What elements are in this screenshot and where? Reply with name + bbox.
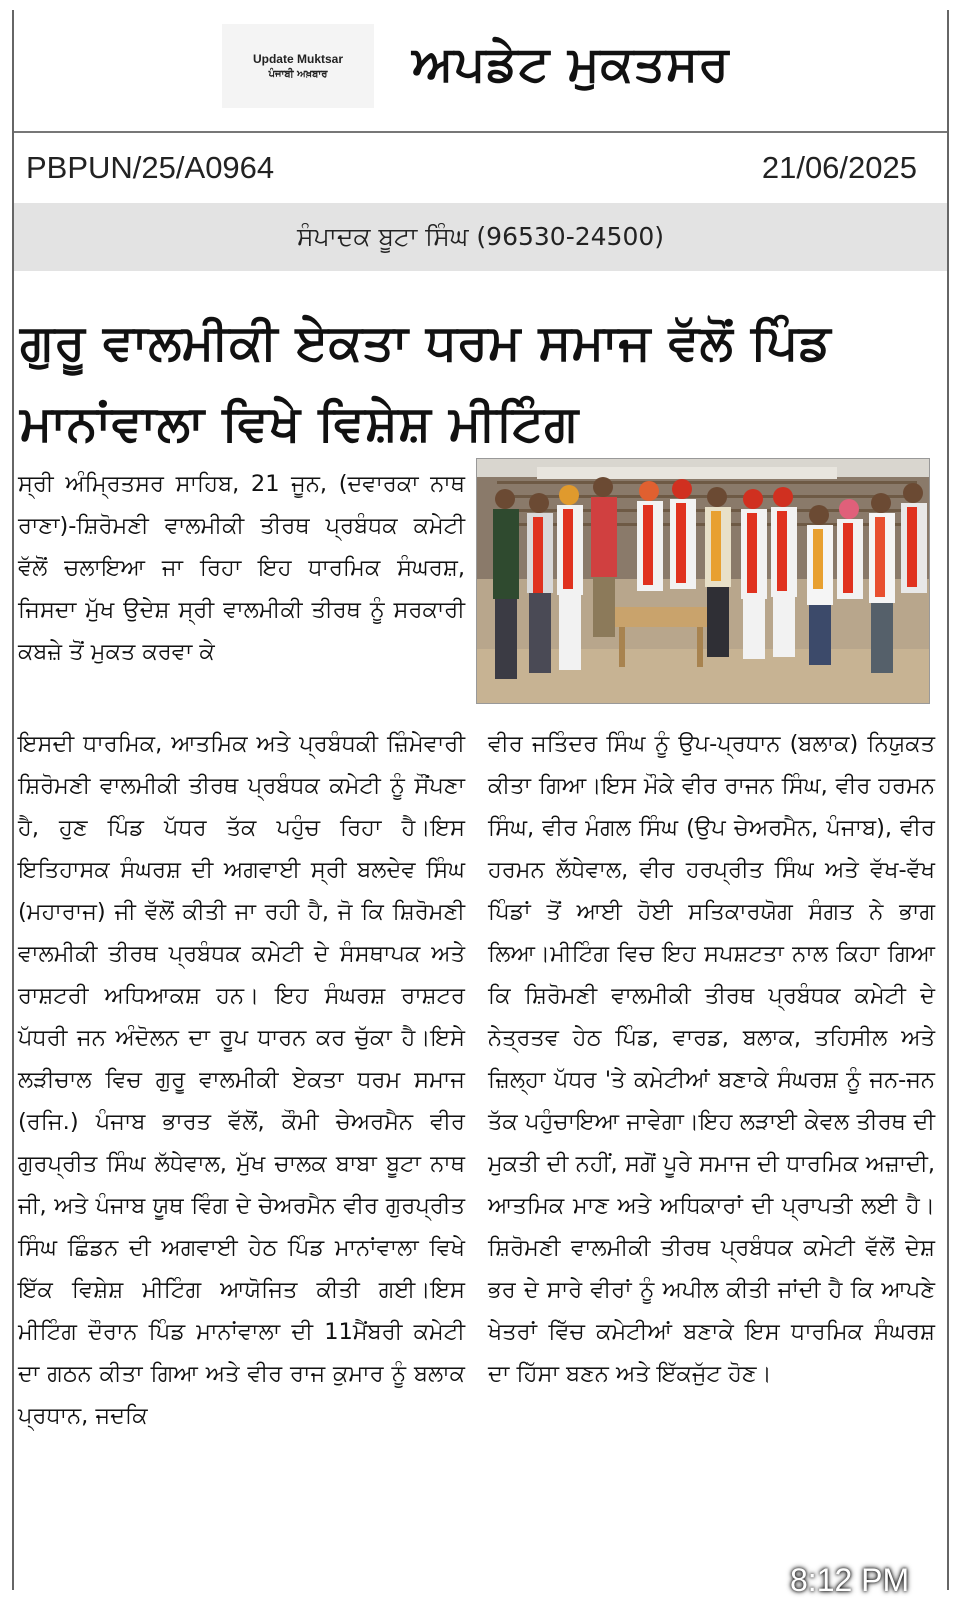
issue-date: 21/06/2025 — [761, 150, 917, 185]
editor-bar — [14, 203, 947, 271]
group-photo — [476, 458, 930, 704]
article-headline: ਗੁਰੂ ਵਾਲਮੀਕੀ ਏਕਤਾ ਧਰਮ ਸਮਾਜ ਵੱਲੋਂ ਪਿੰਡ ਮਾਨਾਂਵਾਲਾ ਵਿਖੇ ਵਿਸ਼ੇਸ਼ ਮੀਟਿੰਗ — [20, 314, 832, 452]
article-column-left: ਇਸਦੀ ਧਾਰਮਿਕ, ਆਤਮਿਕ ਅਤੇ ਪ੍ਰਬੰਧਕੀ ਜ਼ਿੰਮੇਵਾਰੀ ਸ਼ਿਰੋਮਣੀ ਵਾਲਮੀਕੀ ਤੀਰਥ ਪ੍ਰਬੰਧਕ ਕਮੇਟੀ ਨੂੰ ਸੌਂਪਣਾ ਹੈ, ਹੁਣ ਪਿੰਡ ਪੱਧਰ ਤੱਕ ਪਹੁੰਚ ਰਿਹਾ ਹੈ।ਇਸ ਇਤਿਹਾਸਕ ਸੰਘਰਸ਼ ਦੀ ਅਗਵਾਈ ਸ੍ਰੀ ਬਲਦੇਵ ਸਿੰਘ (ਮਹਾਰਾਜ) ਜੀ ਵੱਲੋਂ ਕੀਤੀ ਜਾ ਰਹੀ ਹੈ, ਜੋ ਕਿ ਸ਼ਿਰੋਮਣੀ ਵਾਲਮੀਕੀ ਤੀਰਥ ਪ੍ਰਬੰਧਕ ਕਮੇਟੀ ਦੇ ਸੰਸਥਾਪਕ ਅਤੇ ਰਾਸ਼ਟਰੀ ਅਧਿਆਕਸ਼ ਹਨ। ਇਹ ਸੰਘਰਸ਼ ਰਾਸ਼ਟਰ ਪੱਧਰੀ ਜਨ ਅੰਦੋਲਨ ਦਾ ਰੂਪ ਧਾਰਨ ਕਰ ਚੁੱਕਾ ਹੈ।ਇਸੇ ਲੜੀਚਾਲ ਵਿਚ ਗੁਰੂ ਵਾਲਮੀਕੀ ਏਕਤਾ ਧਰਮ ਸਮਾਜ (ਰਜਿ.) ਪੰਜਾਬ ਭਾਰਤ ਵੱਲੋਂ, ਕੌਮੀ ਚੇਅਰਮੈਨ ਵੀਰ ਗੁਰਪ੍ਰੀਤ ਸਿੰਘ ਲੱਧੇਵਾਲ, ਮੁੱਖ ਚਾਲਕ ਬਾਬਾ ਬੂਟਾ ਨਾਥ ਜੀ, ਅਤੇ ਪੰਜਾਬ ਯੂਥ ਵਿੰਗ ਦੇ ਚੇਅਰਮੈਨ ਵੀਰ ਗੁਰਪ੍ਰੀਤ ਸਿੰਘ ਛਿੰਡਨ ਦੀ ਅਗਵਾਈ ਹੇਠ ਪਿੰਡ ਮਾਨਾਂਵਾਲਾ ਵਿਖੇ ਇੱਕ ਵਿਸ਼ੇਸ਼ ਮੀਟਿੰਗ ਆਯੋਜਿਤ ਕੀਤੀ ਗਈ।ਇਸ ਮੀਟਿੰਗ ਦੌਰਾਨ ਪਿੰਡ ਮਾਨਾਂਵਾਲਾ ਦੀ 11ਮੈਂਬਰੀ ਕਮੇਟੀ ਦਾ ਗਠਨ ਕੀਤਾ ਗਿਆ ਅਤੇ ਵੀਰ ਰਾਜ ਕੁਮਾਰ ਨੂੰ ਬਲਾਕ ਪ੍ਰਧਾਨ, ਜਦਕਿ — [18, 731, 465, 1429]
newspaper-title: ਅਪਡੇਟ ਮੁਕਤਸਰ — [412, 36, 730, 92]
logo-name-pa: ਪੰਜਾਬੀ ਅਖ਼ਬਾਰ — [268, 69, 328, 80]
editor-credit: ਸੰਪਾਦਕ ਬੂਟਾ ਸਿੰਘ (96530-24500) — [296, 222, 665, 251]
group-photo-illustration — [477, 459, 930, 704]
article-intro: ਸ੍ਰੀ ਅੰਮ੍ਰਿਤਸਰ ਸਾਹਿਬ, 21 ਜੂਨ, (ਦਵਾਰਕਾ ਨਾਥ ਰਾਣਾ)-ਸ਼ਿਰੋਮਣੀ ਵਾਲਮੀਕੀ ਤੀਰਥ ਪ੍ਰਬੰਧਕ ਕਮੇਟੀ ਵੱਲੋਂ ਚਲਾਇਆ ਜਾ ਰਿਹਾ ਇਹ ਧਾਰਮਿਕ ਸੰਘਰਸ਼, ਜਿਸਦਾ ਮੁੱਖ ਉਦੇਸ਼ ਸ੍ਰੀ ਵਾਲਮੀਕੀ ਤੀਰਥ ਨੂੰ ਸਰਕਾਰੀ ਕਬਜ਼ੇ ਤੋਂ ਮੁਕਤ ਕਰਵਾ ਕੇ — [18, 471, 465, 665]
logo — [222, 24, 374, 108]
logo-name-en: Update Muktsar — [252, 52, 344, 66]
masthead-divider — [14, 131, 947, 133]
registration-number: PBPUN/25/A0964 — [26, 150, 275, 185]
status-time: 8:12 PM — [790, 1562, 910, 1598]
article-column-right: ਵੀਰ ਜਤਿੰਦਰ ਸਿੰਘ ਨੂੰ ਉਪ-ਪ੍ਰਧਾਨ (ਬਲਾਕ) ਨਿਯੁਕਤ ਕੀਤਾ ਗਿਆ।ਇਸ ਮੌਕੇ ਵੀਰ ਰਾਜਨ ਸਿੰਘ, ਵੀਰ ਹਰਮਨ ਸਿੰਘ, ਵੀਰ ਮੰਗਲ ਸਿੰਘ (ਉਪ ਚੇਅਰਮੈਨ, ਪੰਜਾਬ), ਵੀਰ ਹਰਮਨ ਲੱਧੇਵਾਲ, ਵੀਰ ਹਰਪ੍ਰੀਤ ਸਿੰਘ ਅਤੇ ਵੱਖ-ਵੱਖ ਪਿੰਡਾਂ ਤੋਂ ਆਈ ਹੋਈ ਸਤਿਕਾਰਯੋਗ ਸੰਗਤ ਨੇ ਭਾਗ ਲਿਆ।ਮੀਟਿੰਗ ਵਿਚ ਇਹ ਸਪਸ਼ਟਤਾ ਨਾਲ ਕਿਹਾ ਗਿਆ ਕਿ ਸ਼ਿਰੋਮਣੀ ਵਾਲਮੀਕੀ ਤੀਰਥ ਪ੍ਰਬੰਧਕ ਕਮੇਟੀ ਦੇ ਨੇਤ੍ਰਤਵ ਹੇਠ ਪਿੰਡ, ਵਾਰਡ, ਬਲਾਕ, ਤਹਿਸੀਲ ਅਤੇ ਜ਼ਿਲ੍ਹਾ ਪੱਧਰ 'ਤੇ ਕਮੇਟੀਆਂ ਬਣਾਕੇ ਸੰਘਰਸ਼ ਨੂੰ ਜਨ-ਜਨ ਤੱਕ ਪਹੁੰਚਾਇਆ ਜਾਵੇਗਾ।ਇਹ ਲੜਾਈ ਕੇਵਲ ਤੀਰਥ ਦੀ ਮੁਕਤੀ ਦੀ ਨਹੀਂ, ਸਗੋਂ ਪੂਰੇ ਸਮਾਜ ਦੀ ਧਾਰਮਿਕ ਅਜ਼ਾਦੀ, ਆਤਮਿਕ ਮਾਣ ਅਤੇ ਅਧਿਕਾਰਾਂ ਦੀ ਪ੍ਰਾਪਤੀ ਲਈ ਹੈ।ਸ਼ਿਰੋਮਣੀ ਵਾਲਮੀਕੀ ਤੀਰਥ ਪ੍ਰਬੰਧਕ ਕਮੇਟੀ ਵੱਲੋਂ ਦੇਸ਼ ਭਰ ਦੇ ਸਾਰੇ ਵੀਰਾਂ ਨੂੰ ਅਪੀਲ ਕੀਤੀ ਜਾਂਦੀ ਹੈ ਕਿ ਆਪਣੇ ਖੇਤਰਾਂ ਵਿੱਚ ਕਮੇਟੀਆਂ ਬਣਾਕੇ ਇਸ ਧਾਰਮਿਕ ਸੰਘਰਸ਼ ਦਾ ਹਿੱਸਾ ਬਣਨ ਅਤੇ ਇੱਕਜੁੱਟ ਹੋਣ। — [488, 731, 935, 1387]
